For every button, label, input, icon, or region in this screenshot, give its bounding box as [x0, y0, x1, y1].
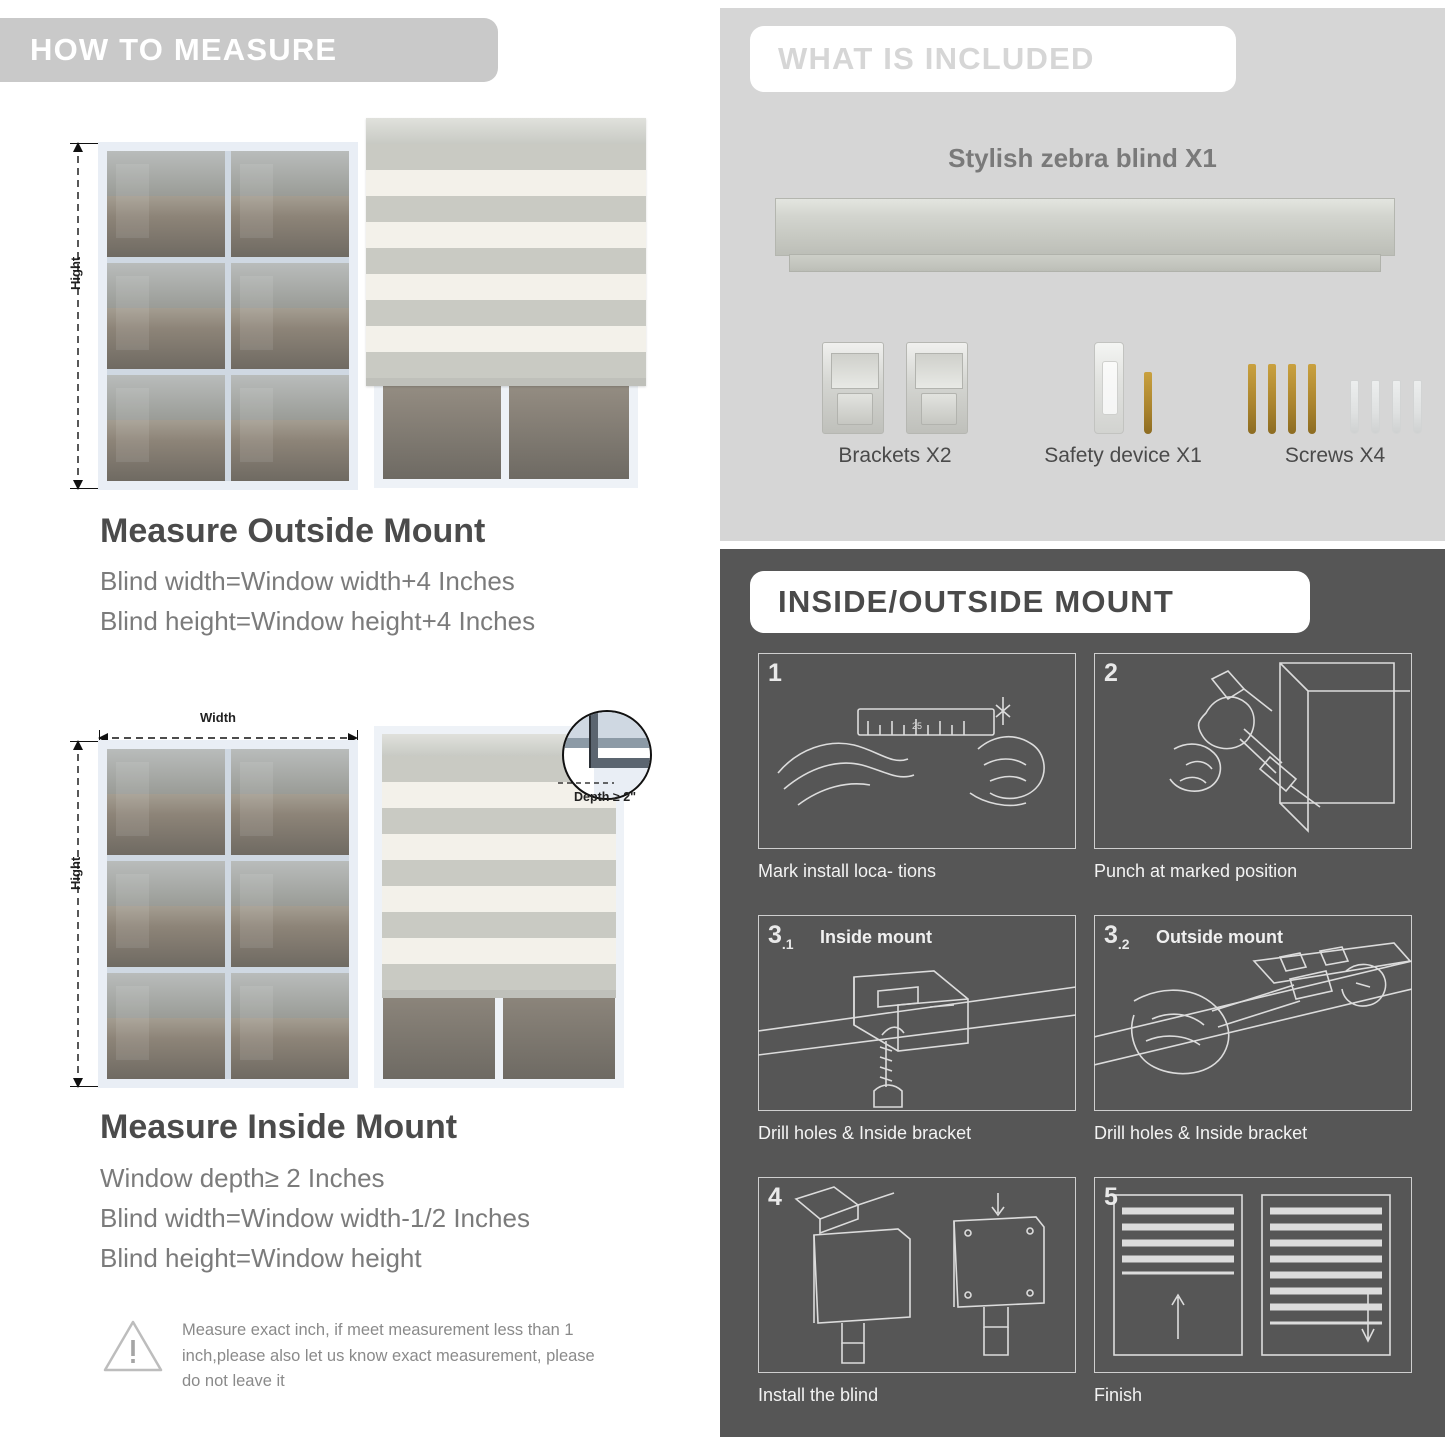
- measurement-note: [102, 1318, 612, 1395]
- product-title: Stylish zebra blind X1: [948, 143, 1217, 173]
- step-4: [758, 1177, 1076, 1427]
- window-pane: [107, 375, 225, 481]
- anchor-icon: [1350, 380, 1359, 434]
- part-brackets: [775, 338, 1015, 468]
- window-outside: [98, 142, 358, 490]
- window-inside: [98, 740, 358, 1088]
- anchor-icon: [1413, 380, 1422, 434]
- how-to-measure-banner: [0, 18, 498, 82]
- outside-height-label: Hight: [68, 256, 83, 290]
- part-screws: [1225, 338, 1445, 468]
- step-3-2-number: $3_{.2}$: [1104, 921, 1130, 952]
- inside-height-arrow: [70, 740, 86, 1088]
- screw-icon: [1268, 364, 1276, 434]
- screw-icon: [1308, 364, 1316, 434]
- step-3-1-number: $3_{.1}$: [768, 921, 794, 952]
- inside-mount-title: Measure Inside Mount: [100, 1108, 458, 1146]
- window-pane: [231, 151, 349, 257]
- zebra-fabric: [366, 118, 646, 386]
- window-pane: [107, 973, 225, 1079]
- step-4-caption: Install the blind: [758, 1385, 879, 1405]
- window-pane: [107, 263, 225, 369]
- step-3-2: [1094, 915, 1412, 1165]
- window-pane: [231, 375, 349, 481]
- screw-icon: [1144, 372, 1152, 434]
- step-4-number: 4: [768, 1183, 782, 1211]
- what-is-included-title: WHAT IS INCLUDED: [778, 41, 1095, 76]
- part-brackets-label: Brackets X2: [838, 444, 952, 467]
- step-4-illustration: [758, 1177, 1076, 1373]
- outside-mount-line2: Blind height=Window height+4 Inches: [100, 606, 536, 636]
- inside-mount-diagram: [0, 700, 712, 1100]
- measurement-note-text: Measure exact inch, if meet measurement less than 1 inch,please also let us know exact measurement, please do not leave it: [182, 1321, 595, 1391]
- step-1-caption: Mark install loca- tions: [758, 861, 937, 881]
- how-to-measure-column: [0, 0, 712, 1445]
- step-5-number: 5: [1104, 1183, 1118, 1211]
- depth-label: Depth ≥ 2": [574, 790, 637, 804]
- inside-mount-line3: Blind height=Window height: [100, 1243, 422, 1273]
- safety-device-icon: [1094, 342, 1124, 434]
- window-pane: [231, 973, 349, 1079]
- step-3-1-caption: Drill holes & Inside bracket: [758, 1123, 972, 1143]
- window-pane: [231, 263, 349, 369]
- part-screws-label: Screws X4: [1284, 444, 1386, 467]
- right-column: [712, 0, 1445, 1445]
- inside-outside-mount-title: INSIDE/OUTSIDE MOUNT: [778, 584, 1175, 619]
- warning-icon: [102, 1318, 164, 1374]
- outside-height-arrow: [70, 142, 86, 490]
- window-pane: [231, 749, 349, 855]
- part-safety-device-label: Safety device X1: [1044, 444, 1202, 467]
- step-2-caption: Punch at marked position: [1094, 861, 1298, 881]
- screw-icon: [1248, 364, 1256, 434]
- part-safety-device: [998, 338, 1248, 468]
- step-1: [758, 653, 1076, 903]
- inside-width-label: Width: [200, 710, 236, 725]
- depth-arrow: [556, 776, 616, 790]
- step-5: [1094, 1177, 1412, 1427]
- svg-text:25: 25: [912, 721, 923, 731]
- anchor-icon: [1392, 380, 1401, 434]
- step-2-illustration: [1094, 653, 1412, 849]
- step-1-illustration: [758, 653, 1076, 849]
- inside-mount-line1: Window depth≥ 2 Inches: [100, 1163, 385, 1193]
- step-3-1-inline-label: Inside mount: [820, 927, 932, 947]
- step-1-number: 1: [768, 659, 782, 687]
- outside-mount-line1: Blind width=Window width+4 Inches: [100, 566, 515, 596]
- inside-outside-mount-banner: [750, 571, 1310, 633]
- bracket-icon: [906, 342, 968, 434]
- step-5-illustration: [1094, 1177, 1412, 1373]
- what-is-included-section: [720, 8, 1445, 541]
- how-to-measure-title: HOW TO MEASURE: [30, 32, 338, 67]
- window-pane: [107, 861, 225, 967]
- step-2: [1094, 653, 1412, 903]
- step-3-2-inline-label: Outside mount: [1156, 927, 1283, 947]
- anchor-icon: [1371, 380, 1380, 434]
- bracket-icon: [822, 342, 884, 434]
- screw-icon: [1288, 364, 1296, 434]
- window-pane: [231, 861, 349, 967]
- window-pane: [107, 749, 225, 855]
- inside-outside-mount-section: [720, 549, 1445, 1437]
- outside-mount-diagram: [0, 100, 712, 500]
- inside-height-label: Hight: [68, 856, 83, 890]
- window-pane: [107, 151, 225, 257]
- step-3-2-caption: Drill holes & Inside bracket: [1094, 1123, 1308, 1143]
- outside-mount-title: Measure Outside Mount: [100, 512, 486, 550]
- blind-outside-mount: [366, 100, 666, 488]
- zebra-blind-headrail: [775, 198, 1395, 274]
- what-is-included-banner: [750, 26, 1236, 92]
- step-3-1: [758, 915, 1076, 1165]
- step-2-number: 2: [1104, 659, 1118, 687]
- inside-mount-line2: Blind width=Window width-1/2 Inches: [100, 1203, 530, 1233]
- step-5-caption: Finish: [1094, 1385, 1143, 1405]
